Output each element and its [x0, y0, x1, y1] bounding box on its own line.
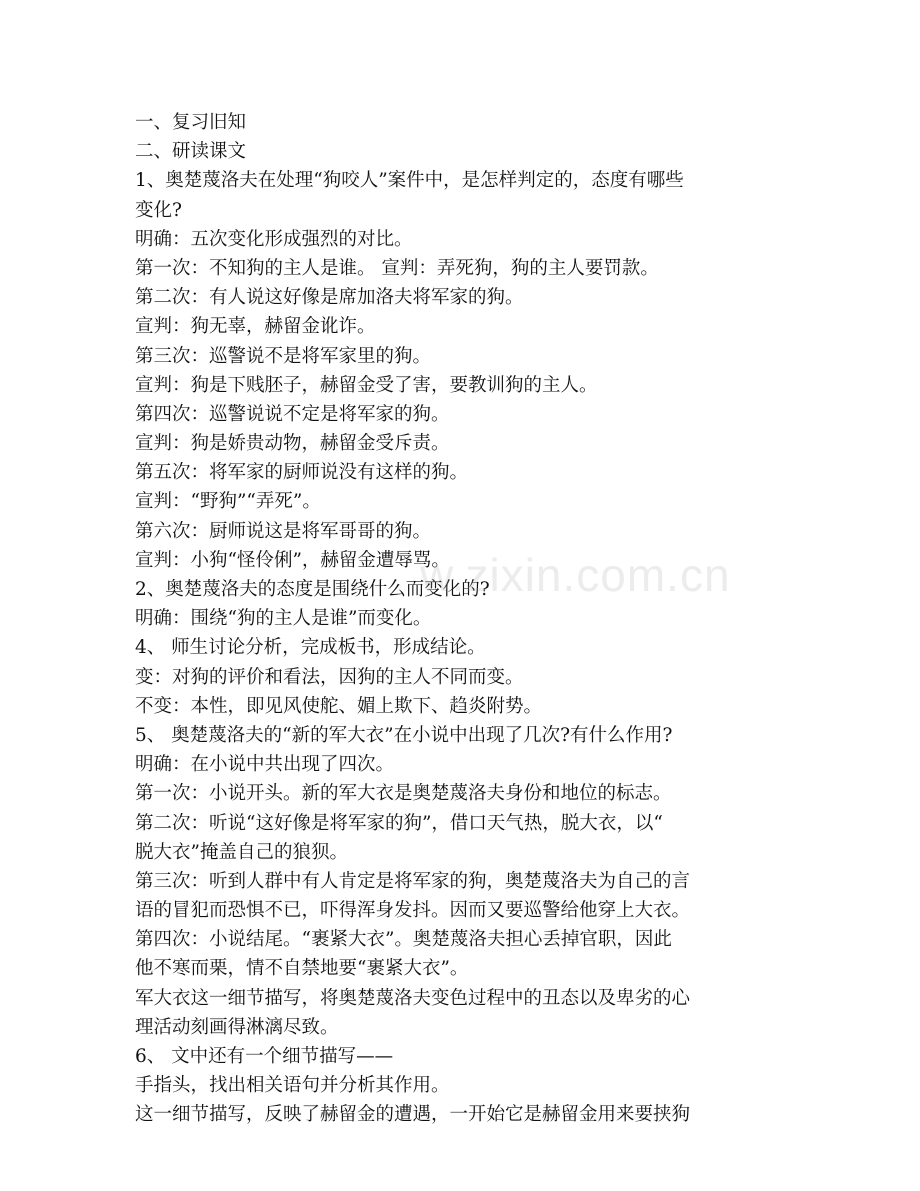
text-line: 第四次：巡警说说不定是将军家的狗。: [135, 403, 450, 425]
text-line: 理活动刻画得淋漓尽致。: [135, 1016, 339, 1038]
answer-2: 明确：围绕“狗的主人是谁”而变化。: [135, 608, 432, 630]
text-line: 手指头，找出相关语句并分析其作用。: [135, 1075, 450, 1097]
text-line: 这一细节描写，反映了赫留金的遭遇，一开始它是赫留金用来要挟狗: [135, 1104, 691, 1126]
text-line: 不变：本性，即见风使舵、媚上欺下、趋炎附势。: [135, 695, 543, 717]
question-6: 6、 文中还有一个细节描写——: [135, 1046, 394, 1067]
text-line: 语的冒犯而恐惧不已，吓得浑身发抖。因而又要巡警给他穿上大衣。: [135, 900, 691, 922]
text-line: 宣判：小狗“怪伶俐”，赫留金遭辱骂。: [135, 549, 450, 571]
question-1: 1、奥楚蔑洛夫在处理“狗咬人”案件中，是怎样判定的，态度有哪些: [135, 170, 684, 192]
text-line: 宣判：狗是娇贵动物，赫留金受斥责。: [135, 433, 450, 455]
text-line: 宣判：狗无辜，赫留金讹诈。: [135, 316, 376, 338]
text-line: 脱大衣”掩盖自己的狼狈。: [135, 841, 348, 863]
heading-review: 一、复习旧知: [135, 112, 247, 133]
text-line: 第三次：巡警说不是将军家里的狗。: [135, 345, 432, 367]
question-2: 2、奥楚蔑洛夫的态度是围绕什么而变化的?: [135, 579, 490, 600]
question-4: 4、 师生讨论分析，完成板书，形成结论。: [135, 637, 486, 659]
text-line: 军大衣这一细节描写，将奥楚蔑洛夫变色过程中的丑态以及卑劣的心: [135, 987, 691, 1009]
text-line: 第四次：小说结尾。“裹紧大衣”。奥楚蔑洛夫担心丢掉官职，因此: [135, 929, 672, 951]
text-line: 第一次：不知狗的主人是谁。 宣判：弄死狗，狗的主人要罚款。: [135, 257, 659, 279]
text-line: 第二次：听说“这好像是将军家的狗”，借口天气热，脱大衣，以“: [135, 812, 663, 834]
answer-5: 明确：在小说中共出现了四次。: [135, 754, 395, 776]
document-body: [135, 108, 785, 1130]
text-line: 第二次：有人说这好像是席加洛夫将军家的狗。: [135, 287, 524, 309]
answer-1: 明确：五次变化形成强烈的对比。: [135, 228, 413, 250]
heading-study: 二、研读课文: [135, 141, 247, 163]
text-line: 第三次：听到人群中有人肯定是将军家的狗，奥楚蔑洛夫为自己的言: [135, 870, 691, 892]
text-line: 第六次：厨师说这是将军哥哥的狗。: [135, 520, 432, 542]
text-line: 他不寒而栗，情不自禁地要“裹紧大衣”。: [135, 958, 469, 980]
text-line: 变：对狗的评价和看法，因狗的主人不同而变。: [135, 666, 524, 688]
text-line: 宣判：“野狗”“弄死”。: [135, 491, 321, 513]
question-1-cont: 变化?: [135, 199, 182, 221]
question-5: 5、 奥楚蔑洛夫的“新的军大衣”在小说中出现了几次?有什么作用?: [135, 724, 673, 746]
text-line: 第五次：将军家的厨师说没有这样的狗。: [135, 462, 469, 484]
text-line: 宣判：狗是下贱胚子，赫留金受了害，要教训狗的主人。: [135, 374, 598, 396]
watermark: w.zixin.com.cn: [420, 549, 731, 601]
text-line: 第一次：小说开头。新的军大衣是奥楚蔑洛夫身份和地位的标志。: [135, 783, 672, 805]
